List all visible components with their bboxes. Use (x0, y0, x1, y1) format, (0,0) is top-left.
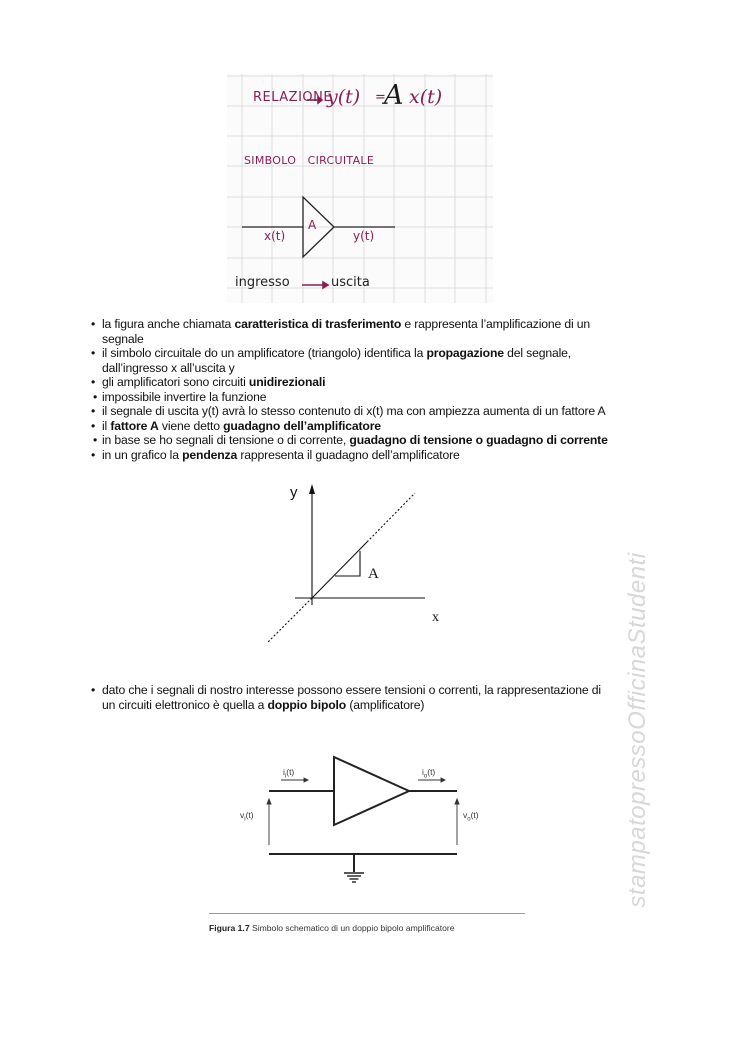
gain-line (312, 542, 367, 598)
flow-input-label: ingresso (235, 275, 290, 290)
list-item (88, 448, 668, 463)
text-run: in base se ho segnali di tensione o di corrente, (102, 433, 350, 447)
relation-label: RELAZIONE (253, 90, 333, 105)
text-run: rappresenta il guadagno dell’amplificatore (237, 447, 460, 462)
bullet-icon: • (91, 346, 96, 360)
text-run: in un grafico la (102, 447, 183, 462)
text-run: il (102, 418, 111, 433)
flow-output-label: uscita (331, 275, 370, 290)
slope-label: A (368, 566, 379, 582)
text-run: il segnale di uscita y(t) avrà lo stesso contenuto di x(t) ma con ampiezza aumenta di un fattore A (102, 404, 606, 418)
amp-gain-label: A (308, 218, 317, 232)
list-item (88, 375, 668, 390)
bold-term: propagazione (426, 346, 504, 360)
text-run: viene detto (158, 418, 224, 433)
text-run: dall’ingresso x all’uscita y (102, 360, 235, 375)
y-axis-arrow-icon (309, 484, 315, 494)
relation-lhs: y(t) (327, 86, 361, 108)
bullet-list-two-port (88, 683, 668, 713)
bullet-icon: • (93, 433, 98, 447)
output-signal-label: y(t) (353, 229, 375, 243)
bullet-icon: • (91, 375, 96, 389)
input-current-label: $i_i(t)$ (283, 767, 295, 780)
symbol-title: SIMBOLO CIRCUITALE (244, 154, 375, 167)
figure-caption (209, 923, 455, 933)
x-axis-label: x (432, 610, 439, 625)
handwritten-notes-image (227, 74, 493, 303)
notebook-grid (227, 74, 493, 303)
list-item (88, 404, 668, 419)
input-signal-label: x(t) (264, 229, 286, 243)
output-voltage-label: $v_o(t)$ (463, 810, 479, 823)
text-run: il simbolo circuitale do un amplificatore (triangolo) identifica la (102, 346, 427, 360)
relation-gain-A: A (384, 80, 404, 111)
text-run: un circuiti elettronico è quella a (102, 698, 268, 712)
bullet-icon: • (93, 389, 98, 404)
watermark: stampatopressoOfficinaStudenti (624, 552, 651, 908)
text-run: del segnale, (503, 346, 572, 360)
relation-rhs: x(t) (409, 86, 443, 108)
text-run: e rappresenta l’amplificazione di un (401, 317, 591, 331)
text-run: segnale (102, 331, 144, 346)
bullet-icon: • (91, 418, 96, 433)
bold-term: pendenza (182, 447, 238, 462)
figure-number: Figura 1.7 (209, 923, 250, 933)
list-item (88, 419, 668, 434)
bullet-icon: • (91, 404, 96, 418)
text-run: dato che i segnali di nostro interesse possono essere tensioni o correnti, la rappresentazione di (102, 683, 601, 697)
bold-term: guadagno dell’amplificatore (223, 418, 381, 433)
list-item (88, 317, 668, 346)
gain-line-dashed-lower (267, 598, 312, 643)
text-run: impossibile invertire la funzione (102, 389, 267, 404)
list-item (88, 683, 668, 713)
output-current-label: $i_o(t)$ (422, 767, 436, 780)
caption-divider (209, 913, 525, 914)
bold-term: unidirezionali (248, 375, 326, 389)
figure-caption-text: Simbolo schematico di un doppio bipolo amplificatore (249, 923, 455, 933)
text-run: gli amplificatori sono circuiti (102, 375, 249, 389)
bullet-icon: • (91, 683, 96, 697)
list-item (88, 433, 668, 448)
bold-term: guadagno di tensione o guadagno di corrente (349, 433, 608, 447)
relation-equals: = (375, 90, 386, 105)
bullet-icon: • (91, 317, 96, 331)
input-voltage-label: $v_i(t)$ (240, 810, 254, 823)
text-run: (amplificatore) (346, 698, 425, 712)
transfer-characteristic-graph (255, 480, 435, 650)
bold-term: doppio bipolo (267, 698, 347, 712)
gain-line-dashed-upper (367, 493, 415, 542)
slope-triangle (335, 551, 360, 576)
bullet-icon: • (91, 447, 96, 462)
bold-term: caratteristica di trasferimento (234, 317, 402, 331)
list-item (88, 390, 668, 405)
list-item (88, 346, 668, 375)
bullet-list (88, 317, 668, 462)
bold-term: fattore A (110, 418, 159, 433)
text-run: la figura anche chiamata (102, 317, 235, 331)
y-axis-label: y (290, 484, 298, 501)
